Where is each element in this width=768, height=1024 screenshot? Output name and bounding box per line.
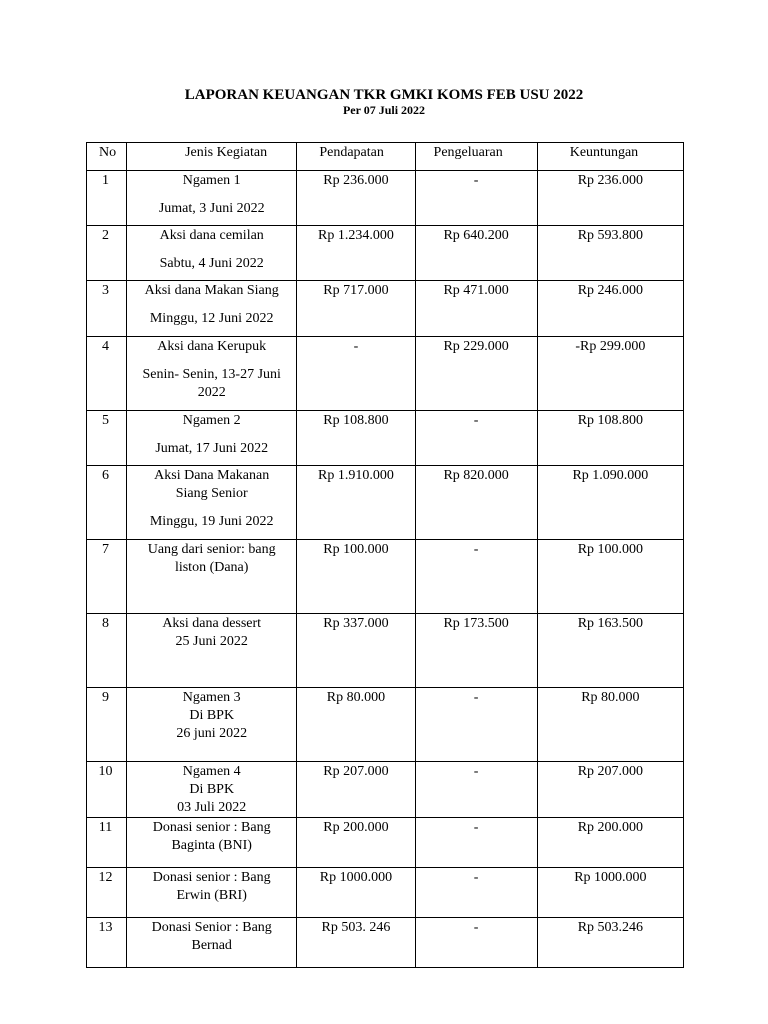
activity-cell: [127, 540, 297, 614]
report-subtitle: Per 07 Juli 2022: [342, 103, 426, 117]
activity-line: Siang Senior: [175, 486, 248, 501]
activity-line: Aksi dana dessert: [162, 616, 262, 631]
income-cell: Rp 100.000: [297, 540, 415, 614]
row-number: 12: [87, 868, 127, 918]
activity-line: Uang dari senior: bang: [147, 542, 276, 557]
activity-cell: [127, 466, 297, 540]
profit-cell: Rp 1000.000: [537, 868, 683, 918]
profit-cell: Rp 503.246: [537, 918, 683, 968]
row-number: 11: [87, 818, 127, 868]
expense-cell: Rp 229.000: [415, 337, 537, 411]
expense-cell: -: [415, 411, 537, 466]
table-row: [87, 762, 684, 818]
report-title: LAPORAN KEUANGAN TKR GMKI KOMS FEB USU 2022: [184, 87, 584, 103]
row-number: 7: [87, 540, 127, 614]
row-number: 8: [87, 614, 127, 688]
profit-cell: Rp 200.000: [537, 818, 683, 868]
table-row: [87, 171, 684, 226]
activity-line: Ngamen 4: [182, 764, 241, 779]
activity-line: liston (Dana): [174, 560, 249, 575]
activity-line: Donasi senior : Bang: [152, 820, 271, 835]
profit-cell: -Rp 299.000: [537, 337, 683, 411]
income-cell: Rp 108.800: [297, 411, 415, 466]
row-number: 4: [87, 337, 127, 411]
activity-cell: [127, 337, 297, 411]
activity-cell: [127, 171, 297, 226]
profit-cell: Rp 236.000: [537, 171, 683, 226]
income-cell: Rp 503. 246: [297, 918, 415, 968]
activity-cell: [127, 614, 297, 688]
row-number: 5: [87, 411, 127, 466]
income-cell: Rp 200.000: [297, 818, 415, 868]
activity-line: Senin- Senin, 13-27 Juni: [142, 367, 281, 382]
income-cell: Rp 1000.000: [297, 868, 415, 918]
income-cell: Rp 337.000: [297, 614, 415, 688]
activity-line: 2022: [197, 385, 226, 400]
activity-line: Ngamen 2: [182, 413, 241, 428]
activity-cell: [127, 868, 297, 918]
activity-line: Ngamen 3: [182, 690, 241, 705]
header-profit: Keuntungan: [537, 143, 683, 171]
income-cell: Rp 1.910.000: [297, 466, 415, 540]
income-cell: Rp 207.000: [297, 762, 415, 818]
row-number: 2: [87, 226, 127, 281]
table-header-row: [87, 143, 684, 171]
expense-cell: Rp 820.000: [415, 466, 537, 540]
activity-cell: [127, 918, 297, 968]
row-number: 6: [87, 466, 127, 540]
row-number: 3: [87, 281, 127, 337]
table-row: [87, 688, 684, 762]
expense-cell: -: [415, 918, 537, 968]
profit-cell: Rp 593.800: [537, 226, 683, 281]
row-number: 9: [87, 688, 127, 762]
profit-cell: Rp 100.000: [537, 540, 683, 614]
expense-cell: Rp 640.200: [415, 226, 537, 281]
profit-cell: Rp 1.090.000: [537, 466, 683, 540]
income-cell: Rp 236.000: [297, 171, 415, 226]
activity-cell: [127, 281, 297, 337]
header-no: No: [87, 143, 127, 171]
activity-line: Ngamen 1: [182, 173, 241, 188]
activity-cell: [127, 688, 297, 762]
activity-cell: [127, 818, 297, 868]
activity-cell: [127, 226, 297, 281]
profit-cell: Rp 80.000: [537, 688, 683, 762]
header-expense: Pengeluaran: [415, 143, 537, 171]
activity-line: Sabtu, 4 Juni 2022: [159, 256, 264, 271]
activity-line: Jumat, 17 Juni 2022: [155, 441, 269, 456]
table-row: [87, 411, 684, 466]
activity-line: Aksi Dana Makanan: [154, 468, 270, 483]
table-row: [87, 540, 684, 614]
expense-cell: -: [415, 171, 537, 226]
activity-line: Di BPK: [189, 708, 235, 723]
profit-cell: Rp 207.000: [537, 762, 683, 818]
table-row: [87, 868, 684, 918]
table-row: [87, 466, 684, 540]
profit-cell: Rp 108.800: [537, 411, 683, 466]
table-row: [87, 918, 684, 968]
expense-cell: -: [415, 818, 537, 868]
activity-line: Minggu, 19 Juni 2022: [149, 514, 274, 529]
activity-line: Aksi dana Makan Siang: [144, 283, 279, 298]
income-cell: Rp 80.000: [297, 688, 415, 762]
table-row: [87, 818, 684, 868]
table-row: [87, 614, 684, 688]
activity-line: Minggu, 12 Juni 2022: [149, 311, 274, 326]
profit-cell: Rp 246.000: [537, 281, 683, 337]
header-activity: Jenis Kegiatan: [127, 143, 297, 171]
table-row: [87, 281, 684, 337]
activity-line: 26 juni 2022: [176, 726, 248, 741]
table-row: [87, 226, 684, 281]
activity-line: Di BPK: [189, 782, 235, 797]
income-cell: Rp 717.000: [297, 281, 415, 337]
row-number: 1: [87, 171, 127, 226]
activity-line: Aksi dana cemilan: [159, 228, 264, 243]
income-cell: Rp 1.234.000: [297, 226, 415, 281]
row-number: 10: [87, 762, 127, 818]
expense-cell: -: [415, 540, 537, 614]
activity-line: Jumat, 3 Juni 2022: [158, 201, 265, 216]
activity-line: Aksi dana Kerupuk: [157, 339, 267, 354]
financial-report-table: [86, 142, 684, 968]
activity-line: Bernad: [191, 938, 232, 953]
activity-line: 03 Juli 2022: [177, 800, 247, 815]
income-cell: -: [297, 337, 415, 411]
activity-line: 25 Juni 2022: [175, 634, 248, 649]
header-income: Pendapatan: [297, 143, 415, 171]
table-row: [87, 337, 684, 411]
profit-cell: Rp 163.500: [537, 614, 683, 688]
expense-cell: Rp 173.500: [415, 614, 537, 688]
expense-cell: Rp 471.000: [415, 281, 537, 337]
activity-cell: [127, 762, 297, 818]
activity-line: Baginta (BNI): [171, 838, 252, 853]
expense-cell: -: [415, 762, 537, 818]
row-number: 13: [87, 918, 127, 968]
activity-line: Donasi senior : Bang: [152, 870, 271, 885]
expense-cell: -: [415, 688, 537, 762]
expense-cell: -: [415, 868, 537, 918]
activity-cell: [127, 411, 297, 466]
activity-line: Donasi Senior : Bang: [151, 920, 272, 935]
activity-line: Erwin (BRI): [176, 888, 247, 903]
